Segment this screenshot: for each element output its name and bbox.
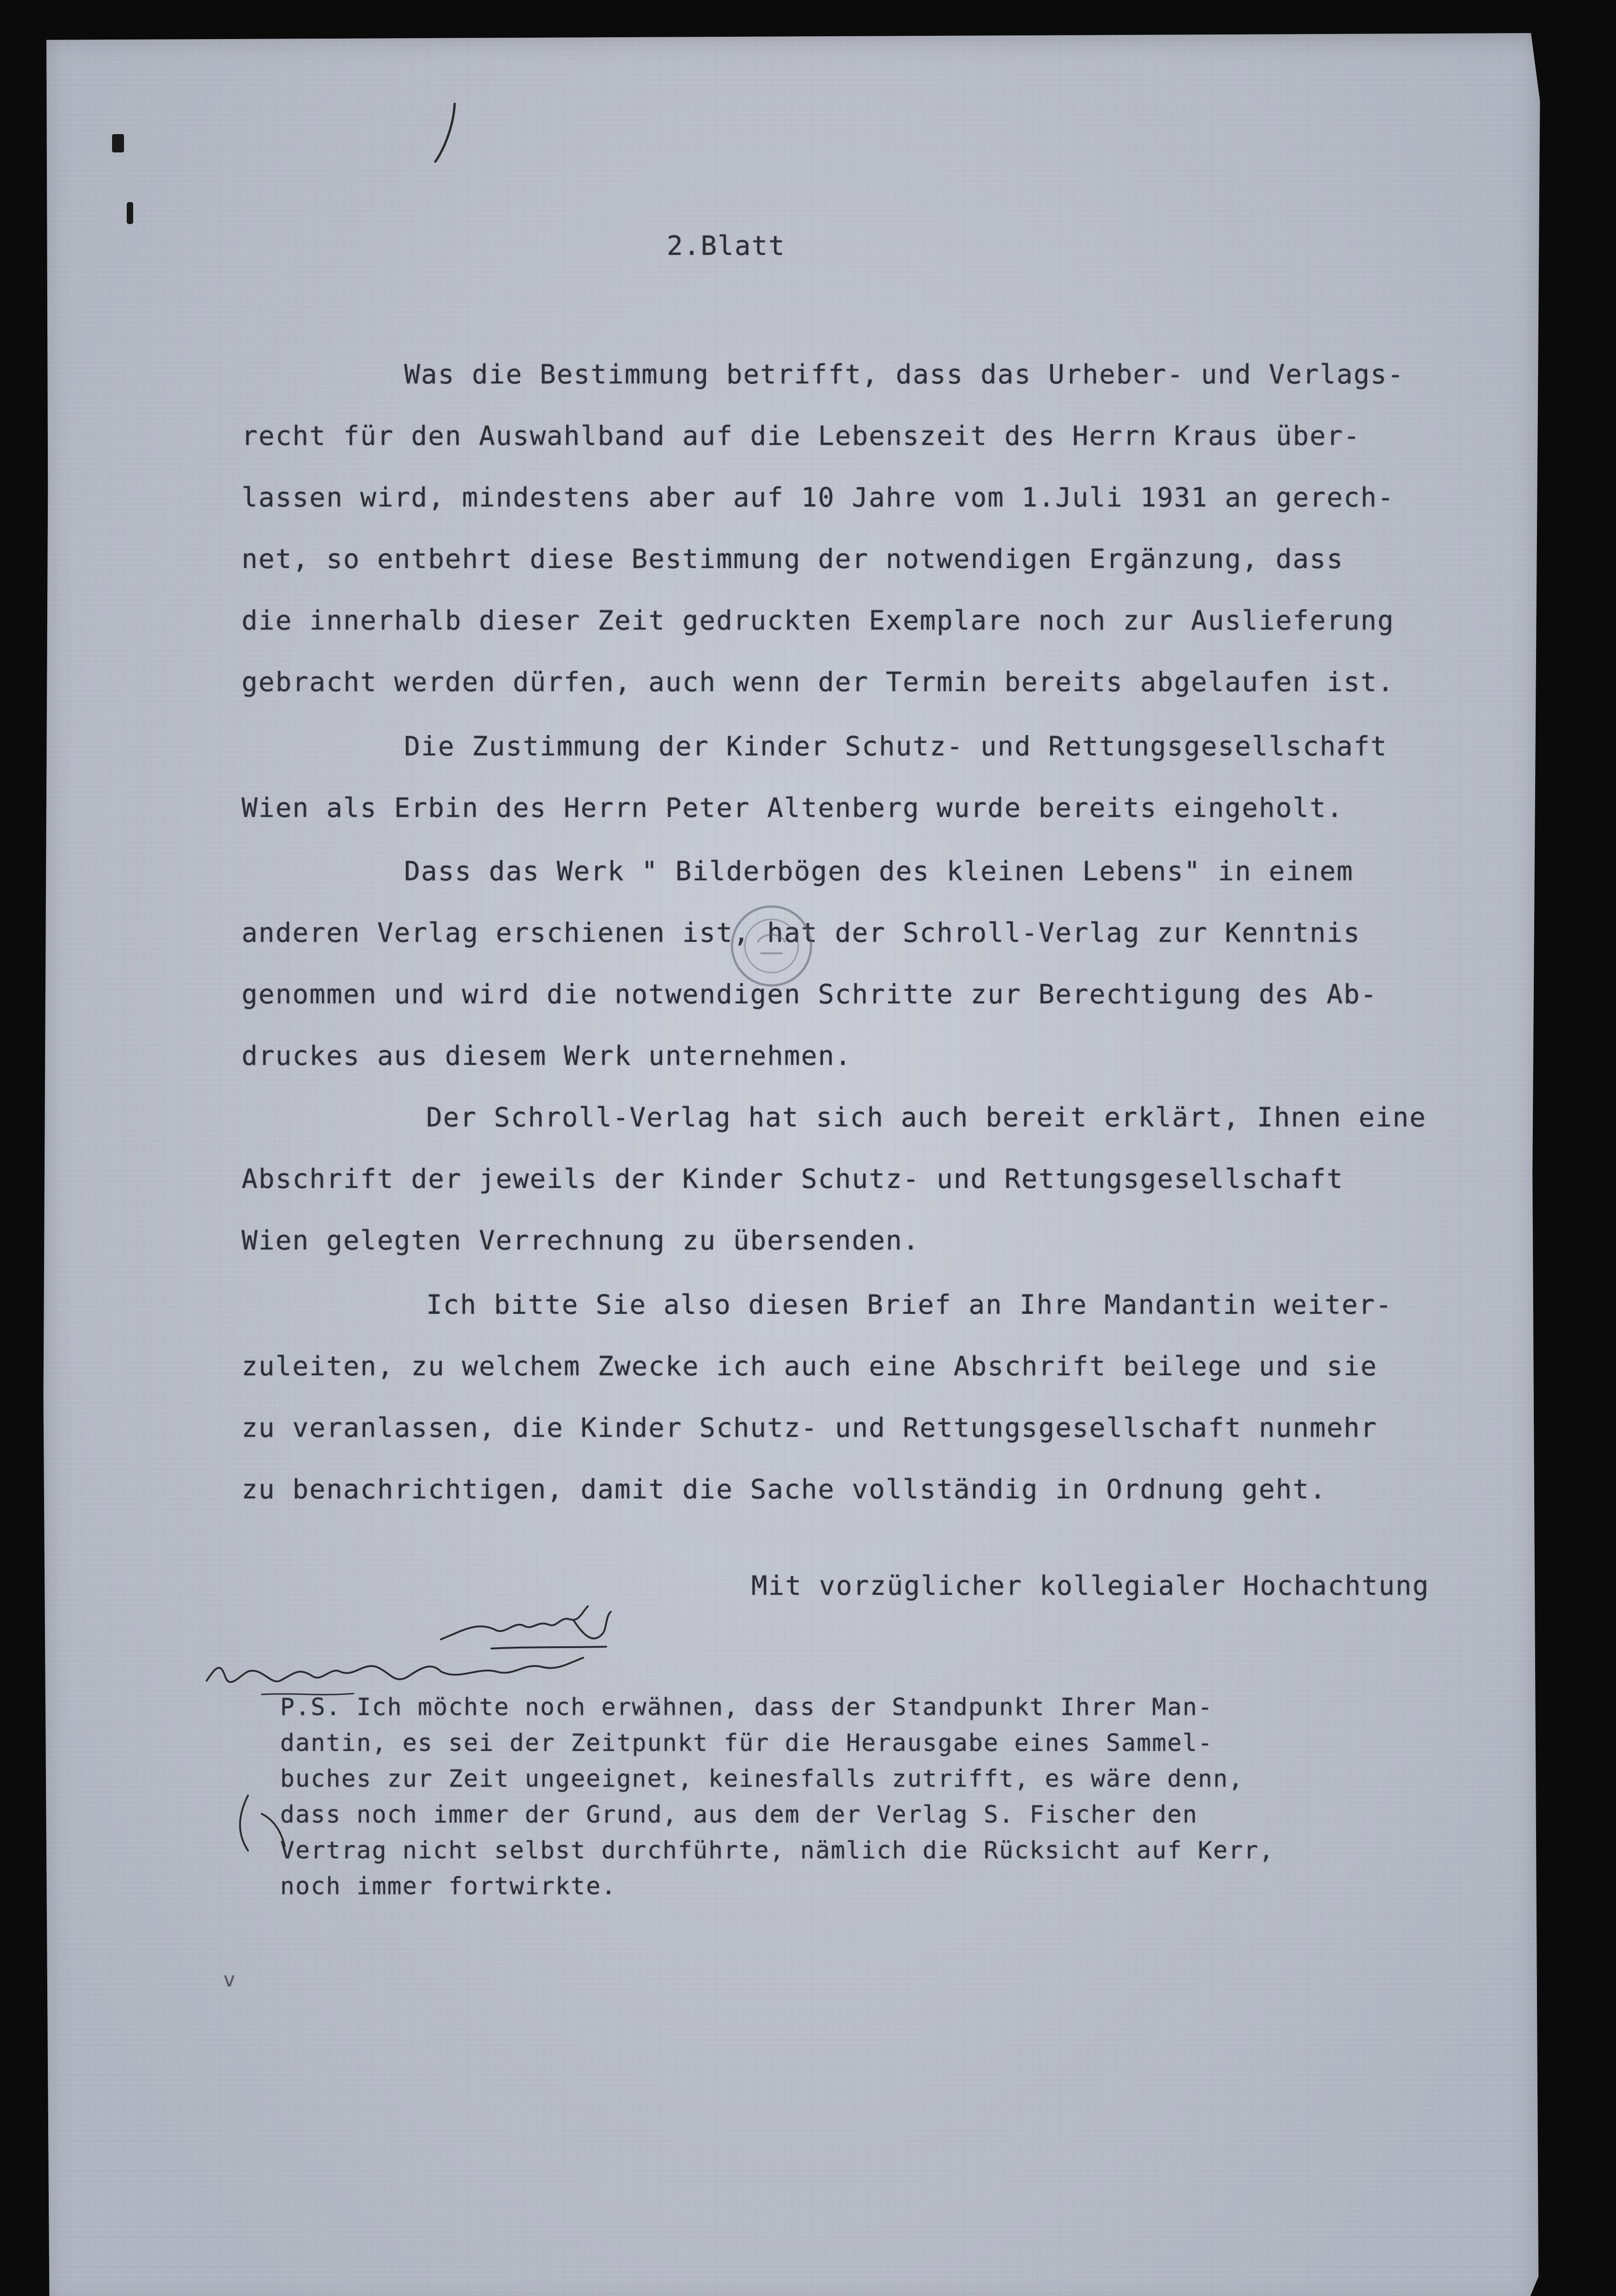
body-line: recht für den Auswahlband auf die Lebenszeit des Herrn Kraus über-: [242, 420, 1361, 451]
body-line: Was die Bestimmung betrifft, dass das Urheber- und Verlags-: [404, 359, 1405, 390]
body-line: genommen und wird die notwendigen Schritte zur Berechtigung des Ab-: [242, 979, 1378, 1010]
body-line: Der Schroll-Verlag hat sich auch bereit erklärt, Ihnen eine: [426, 1102, 1427, 1133]
page-label: 2.Blatt: [667, 230, 786, 261]
postscript-line: buches zur Zeit ungeeignet, keinesfalls zutrifft, es wäre denn,: [280, 1765, 1244, 1793]
margin-mark: v: [223, 1968, 236, 1992]
body-line: gebracht werden dürfen, auch wenn der Termin bereits abgelaufen ist.: [242, 666, 1395, 698]
body-line: Wien gelegten Verrechnung zu übersenden.: [242, 1225, 920, 1256]
body-line: zuleiten, zu welchem Zwecke ich auch eine Abschrift beilege und sie: [242, 1351, 1378, 1382]
round-stamp: [726, 900, 817, 992]
body-line: Ich bitte Sie also diesen Brief an Ihre Mandantin weiter-: [426, 1289, 1393, 1320]
pencil-stroke-top: [427, 101, 464, 165]
body-line: druckes aus diesem Werk unternehmen.: [242, 1040, 852, 1071]
postscript-line: dantin, es sei der Zeitpunkt für die Herausgabe eines Sammel-: [280, 1729, 1213, 1757]
body-line: anderen Verlag erschienen ist, hat der Schroll-Verlag zur Kenntnis: [242, 917, 1361, 948]
body-line: zu benachrichtigen, damit die Sache vollständig in Ordnung geht.: [242, 1474, 1327, 1505]
body-line: Dass das Werk " Bilderbögen des kleinen Lebens" in einem: [404, 855, 1354, 887]
postscript-line: dass noch immer der Grund, aus dem der Verlag S. Fischer den: [280, 1801, 1198, 1829]
closing-line: Mit vorzüglicher kollegialer Hochachtung: [751, 1570, 1430, 1601]
body-line: lassen wird, mindestens aber auf 10 Jahre vom 1.Juli 1931 an gerech-: [242, 482, 1395, 513]
postscript-line: noch immer fortwirkte.: [280, 1873, 617, 1900]
body-line: Die Zustimmung der Kinder Schutz- und Rettungsgesellschaft: [404, 731, 1388, 762]
body-line: Abschrift der jeweils der Kinder Schutz- und Rettungsgesellschaft: [242, 1163, 1344, 1194]
body-line: die innerhalb dieser Zeit gedruckten Exemplare noch zur Auslieferung: [242, 605, 1395, 636]
punch-mark-bottom: [127, 202, 133, 224]
postscript-line: P.S. Ich möchte noch erwähnen, dass der Standpunkt Ihrer Man-: [280, 1694, 1213, 1721]
postscript-line: Vertrag nicht selbst durchführte, nämlich die Rücksicht auf Kerr,: [280, 1837, 1274, 1864]
punch-mark-top: [112, 134, 124, 152]
body-line: zu veranlassen, die Kinder Schutz- und Rettungsgesellschaft nunmehr: [242, 1412, 1378, 1443]
body-line: Wien als Erbin des Herrn Peter Altenberg wurde bereits eingeholt.: [242, 792, 1344, 823]
body-line: net, so entbehrt diese Bestimmung der notwendigen Ergänzung, dass: [242, 543, 1344, 574]
